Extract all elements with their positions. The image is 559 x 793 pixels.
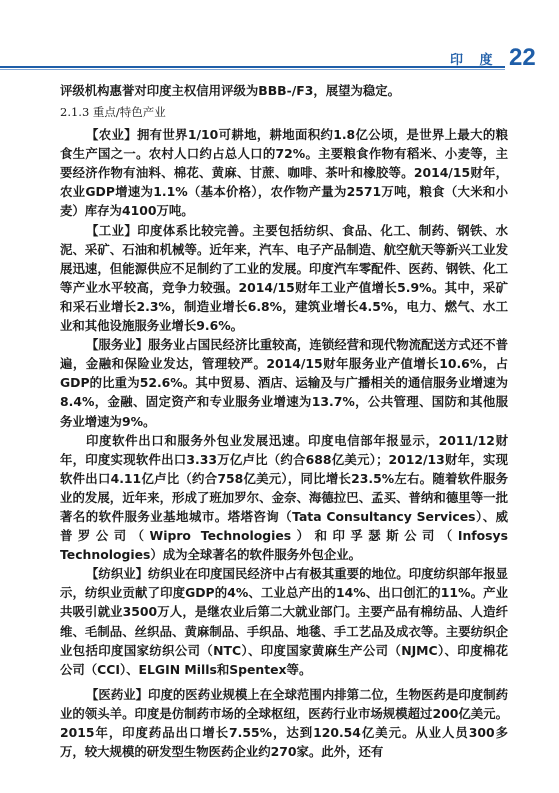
paragraph-industry: 【工业】印度体系比较完善。主要包括纺织、食品、化工、制药、钢铁、水泥、采矿、石油和机械等。近年来，汽车、电子产品制造、航空航天等新兴工业发展迅速，但能源供应不足制约了工业的发展。印度汽车零配件、医药、钢铁、化工等产业水平较高，竞争力较强。2014/15财年工业产值增长5.9%。其中，采矿和采石业增长2.3%，制造业增长6.8%，建筑业增长4.5%，电力、燃气、水工业和其他设施服务业增长9.6%。 xyxy=(60,222,508,334)
header-rule xyxy=(0,69,505,70)
section-heading: 2.1.3 重点/特色产业 xyxy=(60,105,166,120)
paragraph-software: 印度软件出口和服务外包业发展迅速。印度电信部年报显示，2011/12财年，印度实现软件出口3.33万亿卢比（约合688亿美元）；2012/13财年，实现软件出口4.11亿卢比（约合758亿美元），同比增长23.5%左右。随着软件服务业的发展，近年来，形成了班加罗尔、金奈、海德拉巴、孟买、普纳和德里等一批著名的软件服务业基地城市。塔塔咨询（Tata Consultancy Services）、威普罗公司（Wipro Technologies）和印孚瑟斯公司（Infosys Technologies）成为全球著名的软件服务外包企业。 xyxy=(60,432,508,563)
running-header-title: 印 度 xyxy=(450,53,499,68)
intro-paragraph: 评级机构惠誉对印度主权信用评级为BBB-/F3，展望为稳定。 xyxy=(60,83,401,98)
page-body xyxy=(60,81,508,761)
header-bar xyxy=(0,66,505,68)
paragraph-pharma: 【医药业】印度的医药业规模上在全球范围内排第二位，生物医药是印度制药业的领头羊。印度是仿制药市场的全球枢纽，医药行业市场规模超过200亿美元。2015年，印度药品出口增长7.55%，达到120.54亿美元。从业人员300多万，较大规模的研发型生物医药企业约270家。此外，还有 xyxy=(60,686,508,760)
paragraph-services: 【服务业】服务业占国民经济比重较高，连锁经营和现代物流配送方式还不普遍，金融和保险业发达，管理较严。2014/15财年服务业产值增长10.6%，占GDP的比重为52.6%。其中贸易、酒店、运输及与广播相关的通信服务业增速为8.4%，金融、固定资产和专业服务业增速为13.7%，公共管理、国防和其他服务业增速为9%。 xyxy=(60,337,508,429)
paragraph-textile: 【纺织业】纺织业在印度国民经济中占有极其重要的地位。印度纺织部年报显示，纺织业贡献了印度GDP的4%、工业总产出的14%、出口创汇的11%。产业共吸引就业3500万人，是继农业后第二大就业部门。主要产品有棉纺品、人造纤维、毛制品、丝织品、黄麻制品、手织品、地毯、手工艺品及成衣等。主要纺织企业包括印度国家纺织公司（NTC）、印度国家黄麻生产公司（NJMC）、印度棉花公司（CCI）、ELGIN Mills和Spentex等。 xyxy=(60,566,508,677)
page-number: 22 xyxy=(509,44,536,71)
paragraph-agriculture: 【农业】拥有世界1/10可耕地，耕地面积约1.8亿公顷，是世界上最大的粮食生产国之一。农村人口约占总人口的72%。主要粮食作物有稻米、小麦等，主要经济作物有油料、棉花、黄麻、甘蔗、咖啡、茶叶和橡胶等。2014/15财年，农业GDP增速为1.1%（基本价格），农作物产量为2571万吨，粮食（大米和小麦）库存为4100万吨。 xyxy=(60,127,508,219)
